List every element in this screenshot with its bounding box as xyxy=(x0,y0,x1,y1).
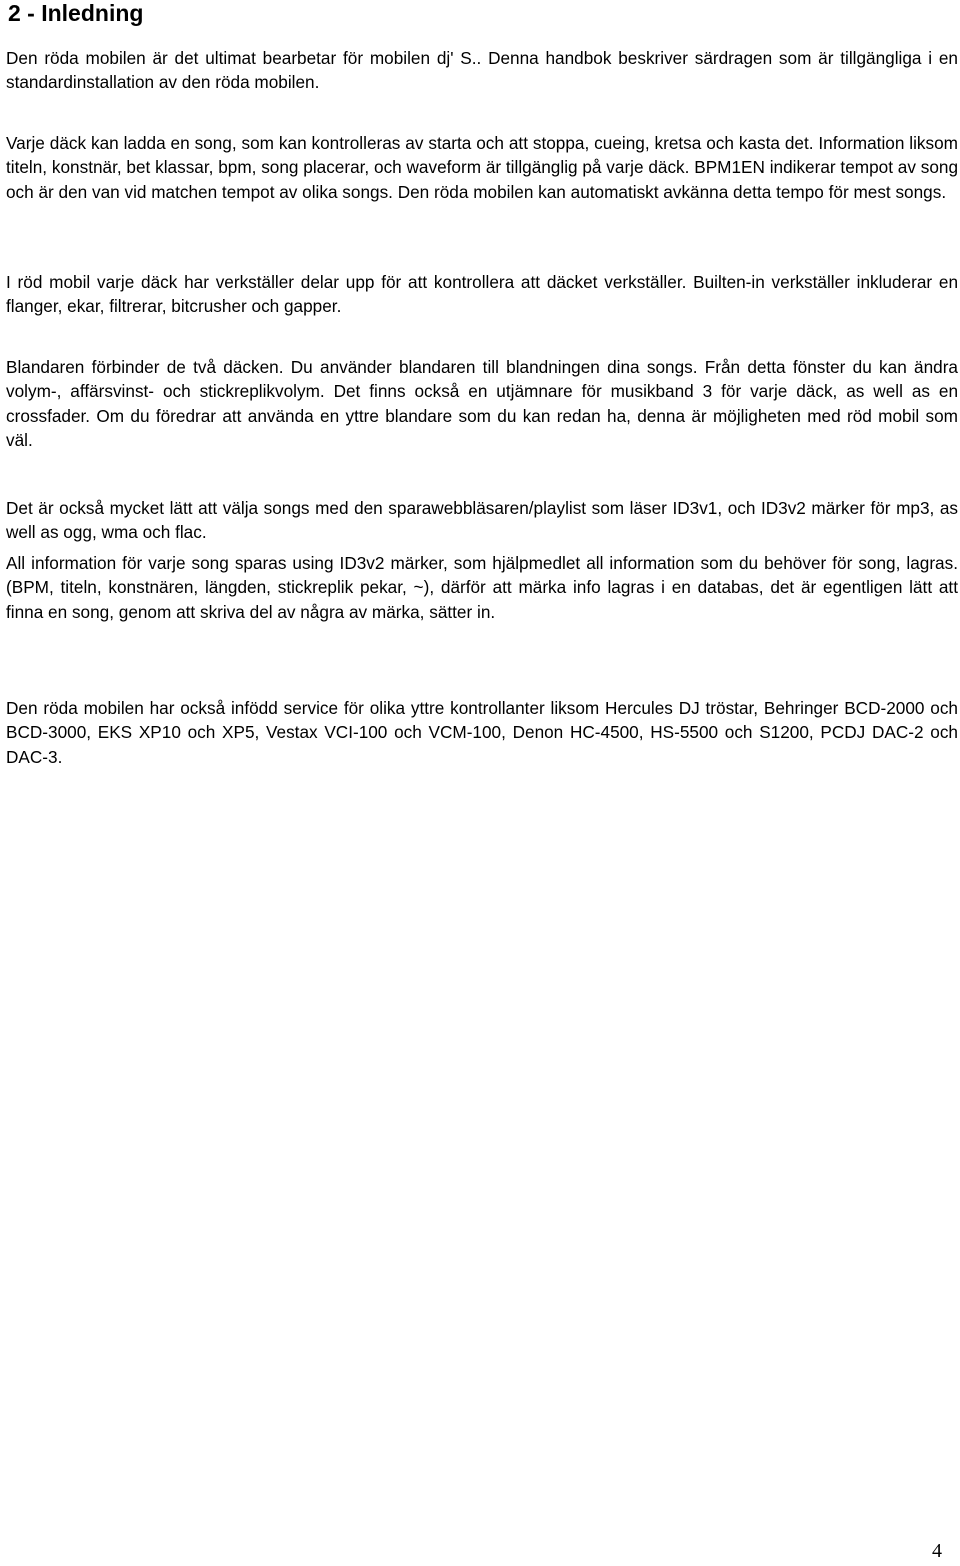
section-heading: 2 - Inledning xyxy=(8,0,144,26)
paragraph-browser: Det är också mycket lätt att välja songs med den sparawebbläsaren/playlist som läser ID3v1, och ID3v2 märker för mp3, as well as ogg, wma och flac. xyxy=(6,498,958,543)
page-number: 4 xyxy=(932,1540,942,1562)
paragraph-effects: I röd mobil varje däck har verkställer delar upp för att kontrollera att däcket verkställer. Builten-in verkställer inkluderar en flanger, ekar, filtrerar, bitcrusher och gapper. xyxy=(6,272,958,317)
paragraph-decks: Varje däck kan ladda en song, som kan kontrolleras av starta och att stoppa, cueing, kretsa och kasta det. Information liksom titeln, konstnär, bet klassar, bpm, song placerar, och waveform är tillgänglig på varje däck. BPM1EN indikerar tempot av song och är den van vid matchen tempot av olika songs. Den röda mobilen kan automatiskt avkänna detta tempo för mest songs. xyxy=(6,133,958,202)
paragraph-id3-tags: All information för varje song sparas using ID3v2 märker, som hjälpmedlet all information som du behöver för song, lagras. (BPM, titeln, konstnären, längden, stickreplik pekar, ~), därför att märka info lagras i en databas, det är egentligen lätt att finna en song, genom att skriva del av några av märka, sätter in. xyxy=(6,553,958,622)
paragraph-mixer: Blandaren förbinder de två däcken. Du använder blandaren till blandningen dina songs. Från detta fönster du kan ändra volym-, affärsvinst- och stickreplikvolym. Det finns också en utjämnare för musikband 3 för varje däck, as well as en crossfader. Om du föredrar att använda en yttre blandare som du kan redan ha, denna är möjligheten med röd mobil som väl. xyxy=(6,357,958,450)
paragraph-intro: Den röda mobilen är det ultimat bearbetar för mobilen dj' S.. Denna handbok beskriver särdragen som är tillgängliga i en standardinstallation av den röda mobilen. xyxy=(6,48,958,93)
paragraph-controllers: Den röda mobilen har också infödd service för olika yttre kontrollanter liksom Hercules DJ tröstar, Behringer BCD-2000 och BCD-3000, EKS XP10 och XP5, Vestax VCI-100 och VCM-100, Denon HC-4500, HS-5500 och S1200, PCDJ DAC-2 och DAC-3. xyxy=(6,698,958,767)
